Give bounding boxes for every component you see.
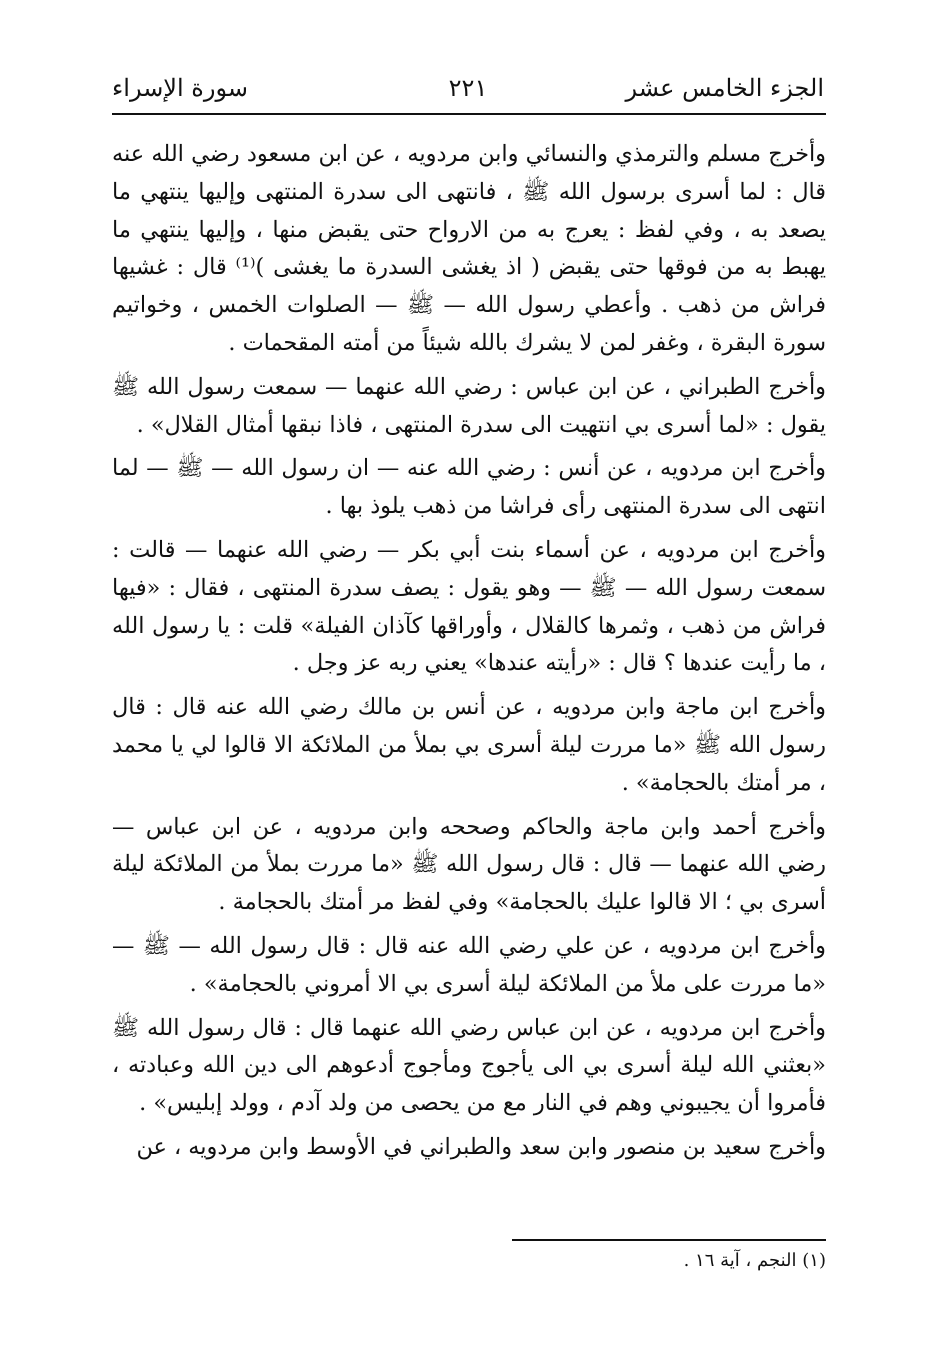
page-body [112, 136, 826, 1173]
paragraph: وأخرج ابن مردويه ، عن ابن عباس رضي الله عنهما قال : قال رسول الله ﷺ «بعثني الله ليلة أسرى بي الى يأجوج ومأجوج أدعوهم الى دين الله وعبادته ، فأمروا أن يجيبوني وهم في النار مع من يحصى من ولد آدم ، وولد إبليس» . [112, 1014, 826, 1117]
page-number: ٢٢١ [448, 74, 488, 102]
paragraph: وأخرج مسلم والترمذي والنسائي وابن مردويه ، عن ابن مسعود رضي الله عنه قال : لما أسرى برسول الله ﷺ ، فانتهى الى سدرة المنتهى وإليها ينتهي ما يصعد به ، وفي لفظ : يعرج به من الارواح حتى يقبض منها ، وإليها ينتهي ما يهبط به من فوقها حتى يقبض ( اذ يغشى السدرة ما يغشى )⁽¹⁾ قال : غشيها فراش من ذهب . وأعطي رسول الله — ﷺ — الصلوات الخمس ، وخواتيم سورة البقرة ، وغفر لمن لا يشرك بالله شيئاً من أمته المقحمات . [112, 141, 827, 356]
page-header [112, 68, 824, 108]
paragraph: وأخرج ابن مردويه ، عن علي رضي الله عنه قال : قال رسول الله — ﷺ — «ما مررت على ملأ من الملائكة ليلة أسرى بي الا أمروني بالحجامة» . [112, 932, 826, 997]
surah-title: سورة الإسراء [112, 74, 248, 102]
paragraph: وأخرج ابن ماجة وابن مردويه ، عن أنس بن مالك رضي الله عنه قال : قال رسول الله ﷺ «ما مررت ليلة أسرى بي بملأ من الملائكة الا قالوا لي يا محمد ، مر أمتك بالحجامة» . [112, 694, 826, 796]
volume-title: الجزء الخامس عشر [625, 74, 824, 102]
footnote-divider [512, 1239, 826, 1241]
paragraph: وأخرج الطبراني ، عن ابن عباس : رضي الله عنهما — سمعت رسول الله ﷺ يقول : «لما أسرى بي انتهيت الى سدرة المنتهى ، فاذا نبقها أمثال القلال» . [112, 373, 826, 438]
header-divider [112, 113, 826, 115]
footnote: (١) النجم ، آية ١٦ . [683, 1250, 826, 1271]
paragraph: وأخرج ابن مردويه ، عن أسماء بنت أبي بكر — رضي الله عنهما — قالت : سمعت رسول الله — ﷺ — وهو يقول : يصف سدرة المنتهى ، فقال : «فيها فراش من ذهب ، وثمرها كالقلال ، وأوراقها كآذان الفيلة» قلت : يا رسول الله ، ما رأيت عندها ؟ قال : «رأيته عندها» يعني ربه عز وجل . [112, 536, 826, 677]
paragraph: وأخرج سعيد بن منصور وابن سعد والطبراني في الأوسط وابن مردويه ، عن [136, 1133, 826, 1160]
paragraph: وأخرج ابن مردويه ، عن أنس : رضي الله عنه — ان رسول الله — ﷺ — لما انتهى الى سدرة المنتهى رأى فراشا من ذهب يلوذ بها . [112, 455, 826, 520]
paragraph: وأخرج أحمد وابن ماجة والحاكم وصححه وابن مردويه ، عن ابن عباس — رضي الله عنهما — قال : قال رسول الله ﷺ «ما مررت بملأ من الملائكة ليلة أسرى بي ؛ الا قالوا عليك بالحجامة» وفي لفظ مر أمتك بالحجامة . [112, 813, 826, 916]
